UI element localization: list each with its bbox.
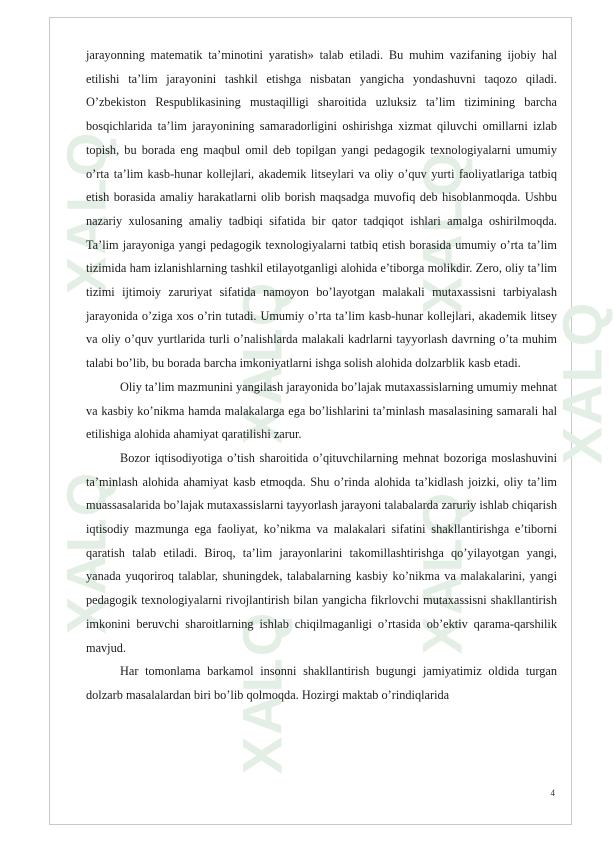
watermark-logo: XALQ xyxy=(230,280,294,445)
watermark-logo: XALQ xyxy=(230,610,294,775)
paragraph-2: Oliy ta’lim mazmunini yangilash jarayonida bo’lajak mutaxassislarning umumiy mehnat va kasbiy ko’nikma hamda malakalarga ega bo’lishlarini ta’minlash masalasining samarali hal etilishiga alohida ahamiyat qaratilishi zarur. xyxy=(86,379,557,442)
watermark-logo: XALQ xyxy=(410,490,474,655)
paragraph-3: Bozor iqtisodiyotiga o’tish sharoitida o’qituvchilarning mehnat bozoriga moslashuvini ta’minlash alohida ahamiyat kasb etmoqda. Shu o’rinda alohida ta’kidlash joizki, oliy ta’lim muassasalarida bo’lajak mutaxassislarni tayyorlash jarayoni talabalarda zaruriy ishlab chiqarish iqtisodiy mazmunga ega faoliyat, ko’nikma va malakalari sifatini shakllantirishga e’tiborni qaratish talab etiladi. Biroq, ta’lim jarayonlarini takomillashtirishga qo’yilayotgan yangi, yanada yuqoriroq talablar, shuningdek, talabalarning kasbiy ko’nikma va malakalarini, yangi pedagogik texnologiyalarni rivojlantirish bilan yangicha fikrlovchi mutaxassisni shakllantirish imkonini beruvchi sharoitlarning ishlab chiqilmaganligi o’rtasida ob’ektiv qarama-qarshilik mavjud. xyxy=(86,450,557,655)
page-number: 4 xyxy=(550,788,555,798)
document-body xyxy=(86,44,557,708)
watermark-logo: XALQ xyxy=(54,470,118,635)
paragraph-4: Har tomonlama barkamol insonni shakllantirish bugungi jamiyatimiz oldida turgan dolzarb masalalardan biri bo’lib qolmoqda. Hozirgi maktab o’rindiqlarida xyxy=(86,664,557,702)
watermark-logo: XALQ xyxy=(410,150,474,315)
watermark-logo: XALQ xyxy=(550,300,614,465)
paragraph-1: jarayonning matematik ta’minotini yaratish» talab etiladi. Bu muhim vazifaning ijobiy hal etilishi ta’lim jarayonini tashkil etishga nisbatan yangicha yondashuvni taqozo qiladi. O’zbekiston Respublikasining mustaqilligi sharoitida uzluksiz ta’lim tizimining barcha bosqichlarida ta’lim jarayonining samaradorligini oshirishga xizmat qiluvchi omillarni izlab topish, bu borada eng maqbul omil deb topilgan yangi pedagogik texnologiyalarni umumiy o’rta ta’lim kasb-hunar kollejlari, akademik litseylari va oliy o’quv yurti faoliyatlariga tatbiq etish borasida amaliy harakatlarni olib borish maqsadga muvofiq deb hisoblanmoqda. Ushbu nazariy xulosaning amaliy tadbiqi sifatida bir qator tadqiqot ishlari amalga oshirilmoqda. Ta’lim jarayoniga yangi pedagogik texnologiyalarni tatbiq etish borasida umumiy o’rta ta’lim tizimida ham izlanishlarning tashkil etilayotganligi alohida e’tiborga molikdir. Zero, oliy ta’lim tizimi ijtimoiy zaruriyat sifatida namoyon bo’layotgan malakali mutaxassisni tarbiyalash jarayonida o’ziga xos o’rin tutadi. Umumiy o’rta ta’lim kasb-hunar kollejlari, akademik litsey va oliy o’quv yurtlarida turli o’nalishlarda malakali kadrlarni tayyorlash davrning o’ta muhim talabi bo’lib, bu borada barcha imkoniyatlarni ishga solish alohida dolzarblik kasb etadi. xyxy=(86,48,557,371)
watermark-logo: XALQ xyxy=(54,130,118,295)
